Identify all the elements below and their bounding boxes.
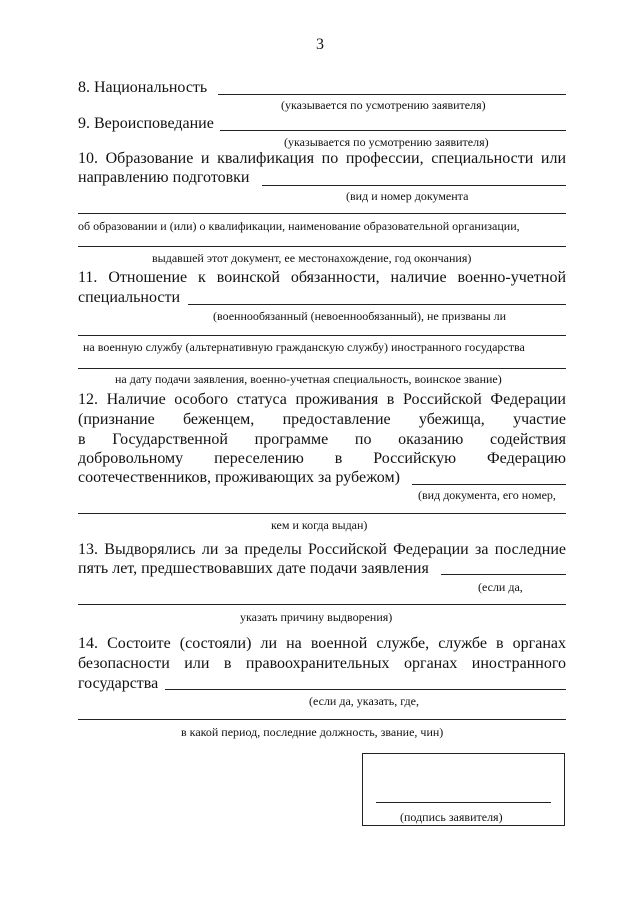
item-11-field-line-2[interactable] bbox=[78, 335, 566, 336]
item-13-field-line-1[interactable] bbox=[441, 574, 566, 575]
item-10-line-2: направлению подготовки bbox=[78, 169, 250, 186]
item-14-field-line-2[interactable] bbox=[78, 719, 566, 720]
item-8-field-line[interactable] bbox=[218, 94, 566, 95]
signature-hint: (подпись заявителя) bbox=[400, 810, 503, 824]
item-10-hint-2: об образовании и (или) о квалификации, наименование образовательной организации, bbox=[78, 219, 520, 233]
item-13-line-2: пять лет, предшествовавших дате подачи заявления bbox=[78, 560, 429, 577]
item-11-field-line-1[interactable] bbox=[188, 304, 566, 305]
item-12-line-4: добровольному переселению в Российскую Федерацию bbox=[78, 450, 566, 467]
item-9-field-line[interactable] bbox=[220, 130, 566, 131]
item-11-line-1: 11. Отношение к воинской обязанности, наличие военно-учетной bbox=[78, 269, 566, 286]
item-9-label: 9. Вероисповедание bbox=[78, 115, 214, 132]
item-13-line-1: 13. Выдворялись ли за пределы Российской Федерации за последние bbox=[78, 541, 566, 558]
item-11-line-2: специальности bbox=[78, 289, 181, 306]
item-12-hint-2: кем и когда выдан) bbox=[271, 518, 368, 532]
item-14-field-line-1[interactable] bbox=[165, 689, 566, 690]
item-13-hint-2: указать причину выдворения) bbox=[240, 610, 393, 624]
signature-line[interactable] bbox=[376, 802, 551, 803]
item-14-hint-2: в какой период, последние должность, звание, чин) bbox=[181, 725, 444, 739]
item-13-hint-1: (если да, bbox=[478, 580, 523, 594]
item-12-line-5: соотечественников, проживающих за рубежом) bbox=[78, 469, 400, 486]
item-12-hint-1: (вид документа, его номер, bbox=[418, 488, 556, 502]
item-10-field-line-1[interactable] bbox=[262, 185, 566, 186]
item-13-field-line-2[interactable] bbox=[78, 604, 566, 605]
item-10-line-1: 10. Образование и квалификация по профессии, специальности или bbox=[78, 150, 566, 167]
item-12-line-2: (признание беженцем, предоставление убежища, участие bbox=[78, 411, 566, 428]
item-10-field-line-2[interactable] bbox=[78, 213, 566, 214]
item-8-hint: (указывается по усмотрению заявителя) bbox=[281, 98, 486, 112]
item-14-line-3: государства bbox=[78, 675, 159, 692]
item-12-field-line-1[interactable] bbox=[412, 484, 566, 485]
item-11-field-line-3[interactable] bbox=[78, 368, 566, 369]
item-12-line-3: в Государственной программе по оказанию содействия bbox=[78, 431, 566, 448]
item-11-hint-3: на дату подачи заявления, военно-учетная специальность, воинское звание) bbox=[115, 372, 502, 386]
item-10-hint-1: (вид и номер документа bbox=[346, 189, 469, 203]
item-9-hint: (указывается по усмотрению заявителя) bbox=[284, 135, 489, 149]
item-8-label: 8. Национальность bbox=[78, 79, 208, 96]
item-14-line-1: 14. Состоите (состояли) ли на военной службе, службе в органах bbox=[78, 635, 566, 652]
item-12-line-1: 12. Наличие особого статуса проживания в Российской Федерации bbox=[78, 391, 566, 408]
page-number: 3 bbox=[316, 36, 324, 53]
item-10-field-line-3[interactable] bbox=[78, 246, 566, 247]
item-11-hint-1: (военнообязанный (невоеннообязанный), не призваны ли bbox=[213, 309, 507, 323]
item-11-hint-2: на военную службу (альтернативную гражданскую службу) иностранного государства bbox=[83, 340, 525, 354]
item-14-line-2: безопасности или в правоохранительных органах иностранного bbox=[78, 655, 566, 672]
item-12-field-line-2[interactable] bbox=[78, 513, 566, 514]
item-14-hint-1: (если да, указать, где, bbox=[309, 694, 419, 708]
item-10-hint-3: выдавшей этот документ, ее местонахождение, год окончания) bbox=[152, 251, 472, 265]
